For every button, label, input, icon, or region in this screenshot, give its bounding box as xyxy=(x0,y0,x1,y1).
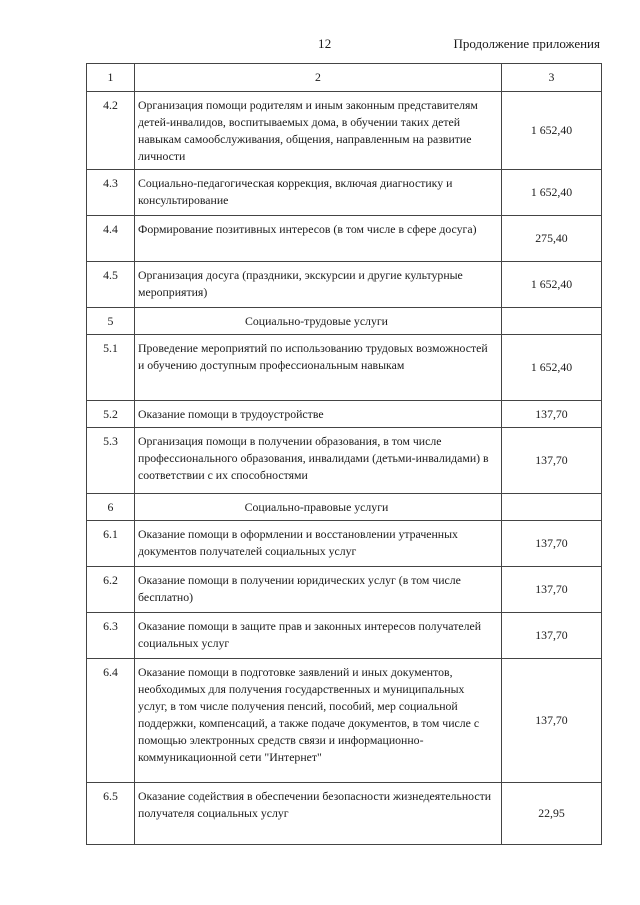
section-row xyxy=(87,308,602,335)
service-price: 1 652,40 xyxy=(502,170,602,216)
service-name: Оказание помощи в подготовке заявлений и иных документов, необходимых для получения государственных и муниципальных услуг, в том числе получения пенсий, пособий, мер социальной поддержки, компенсаций, а также подаче документов, в том числе с помощью электронных средств связи и информационно-коммуникационной сети "Интернет" xyxy=(135,659,502,783)
row-number: 6.2 xyxy=(87,567,135,613)
section-number: 6 xyxy=(87,494,135,521)
table-row xyxy=(87,335,602,401)
row-number: 5.1 xyxy=(87,335,135,401)
page-number: 12 xyxy=(318,36,332,51)
row-number: 6.3 xyxy=(87,613,135,659)
row-number: 4.5 xyxy=(87,262,135,308)
service-name: Оказание помощи в защите прав и законных интересов получателей социальных услуг xyxy=(135,613,502,659)
service-name: Оказание помощи в оформлении и восстановлении утраченных документов получателей социальных услуг xyxy=(135,521,502,567)
table-row xyxy=(87,428,602,494)
column-header-price: 3 xyxy=(502,64,602,92)
service-price: 1 652,40 xyxy=(502,335,602,401)
row-number: 6.1 xyxy=(87,521,135,567)
section-number: 5 xyxy=(87,308,135,335)
row-number: 5.3 xyxy=(87,428,135,494)
service-price: 22,95 xyxy=(502,783,602,845)
service-name: Оказание помощи в получении юридических услуг (в том числе бесплатно) xyxy=(135,567,502,613)
service-price: 1 652,40 xyxy=(502,92,602,170)
table-header-row xyxy=(87,64,602,92)
row-number: 4.4 xyxy=(87,216,135,262)
row-number: 6.5 xyxy=(87,783,135,845)
service-name: Оказание помощи в трудоустройстве xyxy=(135,401,502,428)
service-name: Организация помощи в получении образования, в том числе профессионального образования, инвалидами (детьми-инвалидами) в соответствии с их способностями xyxy=(135,428,502,494)
table-row xyxy=(87,567,602,613)
service-price: 137,70 xyxy=(502,428,602,494)
services-table xyxy=(86,63,602,845)
table-row xyxy=(87,401,602,428)
service-price: 1 652,40 xyxy=(502,262,602,308)
service-price: 275,40 xyxy=(502,216,602,262)
service-name: Организация помощи родителям и иным законным представителям детей-инвалидов, воспитываемых дома, в обучении таких детей навыкам самообслуживания, общения, направленным на развитие личности xyxy=(135,92,502,170)
section-title: Социально-правовые услуги xyxy=(135,494,502,521)
row-number: 5.2 xyxy=(87,401,135,428)
column-header-service: 2 xyxy=(135,64,502,92)
continuation-label: Продолжение приложения xyxy=(453,36,600,51)
table-row xyxy=(87,783,602,845)
table-row xyxy=(87,659,602,783)
row-number: 4.2 xyxy=(87,92,135,170)
service-name: Формирование позитивных интересов (в том числе в сфере досуга) xyxy=(135,216,502,262)
section-price xyxy=(502,494,602,521)
table-row xyxy=(87,521,602,567)
table-row xyxy=(87,262,602,308)
column-header-number: 1 xyxy=(87,64,135,92)
section-title: Социально-трудовые услуги xyxy=(135,308,502,335)
service-price: 137,70 xyxy=(502,521,602,567)
section-price xyxy=(502,308,602,335)
service-price: 137,70 xyxy=(502,659,602,783)
service-name: Организация досуга (праздники, экскурсии и другие культурные мероприятия) xyxy=(135,262,502,308)
table-row xyxy=(87,216,602,262)
service-name: Оказание содействия в обеспечении безопасности жизнедеятельности получателя социальных услуг xyxy=(135,783,502,845)
service-price: 137,70 xyxy=(502,613,602,659)
service-name: Проведение мероприятий по использованию трудовых возможностей и обучению доступным профессиональным навыкам xyxy=(135,335,502,401)
service-price: 137,70 xyxy=(502,567,602,613)
section-row xyxy=(87,494,602,521)
service-price: 137,70 xyxy=(502,401,602,428)
row-number: 4.3 xyxy=(87,170,135,216)
table-row xyxy=(87,613,602,659)
service-name: Социально-педагогическая коррекция, включая диагностику и консультирование xyxy=(135,170,502,216)
table-row xyxy=(87,170,602,216)
row-number: 6.4 xyxy=(87,659,135,783)
table-row xyxy=(87,92,602,170)
